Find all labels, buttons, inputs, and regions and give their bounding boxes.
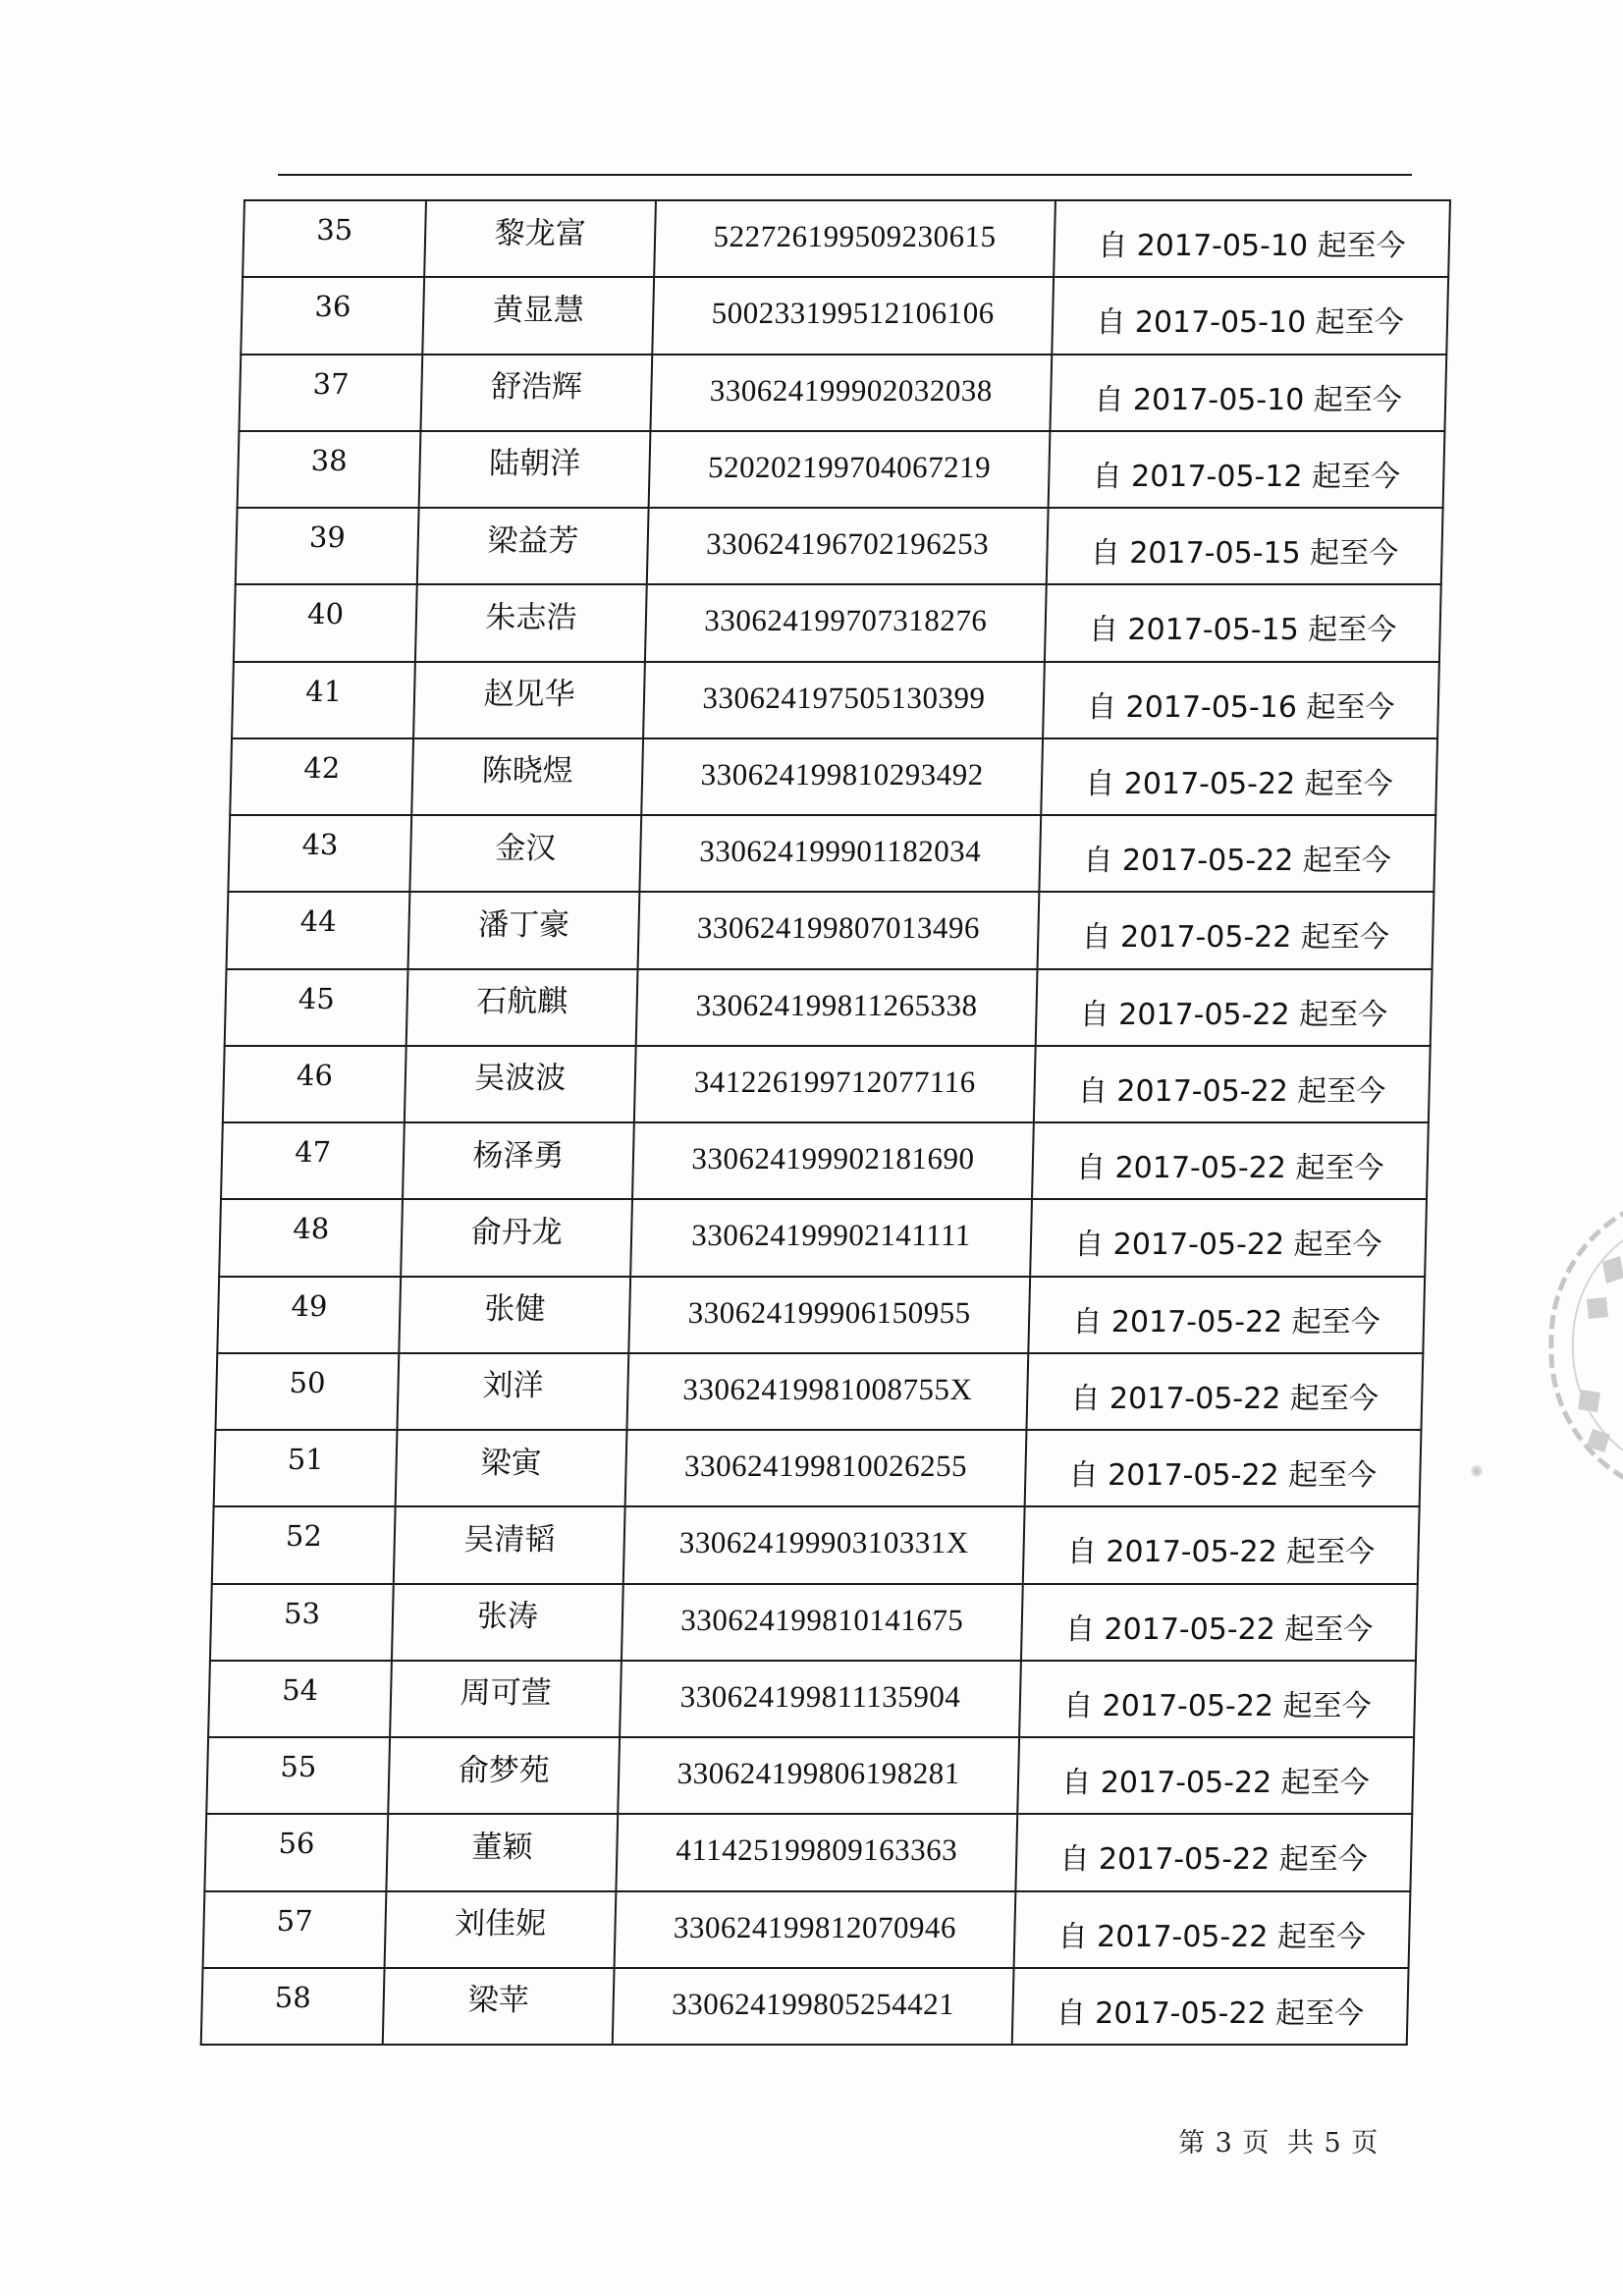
id-number-cell — [636, 969, 1038, 1046]
person-name-cell — [415, 584, 647, 661]
row-number: 50 — [289, 1365, 326, 1399]
person-name-cell — [394, 1506, 625, 1583]
employment-period-cell — [1036, 969, 1433, 1046]
employment-period-cell — [1025, 1430, 1422, 1506]
table-row — [204, 1814, 1412, 1890]
table-row — [210, 1584, 1418, 1661]
employment-period-cell — [1019, 1661, 1416, 1737]
id-number: 520202199704067219 — [707, 449, 992, 484]
page-footer — [1178, 2121, 1386, 2159]
person-name: 董颖 — [471, 1829, 533, 1865]
row-number-cell — [241, 277, 424, 354]
employment-period-cell — [1034, 1046, 1431, 1122]
employment-period: 自 2017-05-22 起至今 — [1068, 1458, 1378, 1494]
employment-period-cell — [1050, 355, 1446, 431]
row-number: 42 — [303, 750, 341, 785]
employment-period: 自 2017-05-22 起至今 — [1064, 1612, 1374, 1647]
person-name-cell — [408, 892, 640, 968]
id-number: 330624199805254421 — [671, 1986, 955, 2021]
employment-period-cell — [1038, 892, 1434, 968]
id-number: 330624199902141111 — [690, 1218, 972, 1253]
table-row — [203, 1891, 1411, 1968]
id-number-cell — [639, 815, 1041, 892]
row-number-cell — [212, 1506, 396, 1583]
id-number-cell — [647, 508, 1049, 584]
person-name: 石航麒 — [475, 984, 568, 1020]
row-number-cell — [223, 1046, 406, 1122]
employment-period-cell — [1017, 1737, 1414, 1814]
employment-period: 自 2017-05-10 起至今 — [1095, 305, 1405, 341]
id-number: 500233199512106106 — [711, 296, 996, 331]
person-name: 潘丁豪 — [477, 906, 570, 943]
employment-period-cell — [1043, 662, 1439, 738]
person-name: 杨泽勇 — [472, 1137, 565, 1174]
employment-period: 自 2017-05-22 起至今 — [1057, 1919, 1367, 1954]
employment-period-cell — [1030, 1199, 1427, 1276]
id-number: 330624199707318276 — [703, 603, 988, 638]
id-number-cell — [628, 1277, 1030, 1353]
id-number: 330624199810293492 — [700, 756, 985, 792]
employment-period: 自 2017-05-22 起至今 — [1077, 1073, 1386, 1109]
row-number: 53 — [283, 1596, 321, 1630]
row-number-cell — [219, 1199, 403, 1276]
id-number-cell — [654, 200, 1055, 277]
person-name-cell — [409, 815, 641, 892]
employment-period-cell — [1041, 738, 1437, 815]
employment-period: 自 2017-05-22 起至今 — [1062, 1688, 1372, 1723]
table-row — [217, 1277, 1425, 1353]
row-number-cell — [239, 355, 422, 431]
id-number: 330624196702196253 — [705, 526, 990, 562]
row-number: 37 — [312, 366, 350, 401]
table-row — [201, 1968, 1409, 2045]
employment-period: 自 2017-05-22 起至今 — [1084, 766, 1394, 801]
employment-period-cell — [1052, 277, 1448, 354]
id-number: 33062419981008755X — [682, 1371, 973, 1406]
id-number-cell — [643, 662, 1045, 738]
row-number: 52 — [285, 1519, 323, 1554]
id-number-cell — [638, 892, 1040, 968]
person-name: 梁寅 — [480, 1445, 543, 1481]
roster-table-body — [201, 200, 1450, 2045]
row-number: 44 — [299, 904, 338, 939]
person-name-cell — [411, 738, 643, 815]
employment-period-cell — [1021, 1584, 1418, 1661]
person-name-cell — [417, 508, 649, 584]
row-number-cell — [243, 200, 426, 277]
id-number: 411425199809163363 — [676, 1832, 958, 1868]
table-row — [239, 355, 1446, 431]
employment-period: 自 2017-05-22 起至今 — [1082, 844, 1392, 879]
person-name-cell — [413, 662, 645, 738]
employment-period-cell — [1032, 1122, 1429, 1199]
id-number-cell — [650, 355, 1052, 431]
row-number-cell — [208, 1661, 392, 1737]
id-number-cell — [630, 1199, 1032, 1276]
person-name-cell — [396, 1430, 627, 1506]
id-number: 330624199902032038 — [709, 372, 994, 408]
person-name: 张健 — [483, 1291, 546, 1328]
employment-period-cell — [1026, 1353, 1423, 1430]
table-row — [232, 662, 1439, 738]
id-number-cell — [620, 1661, 1021, 1737]
employment-period-cell — [1023, 1506, 1420, 1583]
id-number: 330624199901182034 — [699, 834, 982, 869]
row-number: 49 — [291, 1288, 328, 1323]
person-name: 梁益芳 — [486, 522, 579, 559]
person-name: 张涛 — [476, 1599, 539, 1635]
row-number-cell — [238, 431, 421, 508]
row-number: 47 — [294, 1135, 332, 1170]
employment-period: 自 2017-05-22 起至今 — [1066, 1535, 1376, 1570]
employment-period: 自 2017-05-22 起至今 — [1060, 1766, 1371, 1801]
row-number: 35 — [315, 213, 353, 247]
id-number-cell — [649, 431, 1051, 508]
person-name-cell — [419, 431, 651, 508]
row-number: 38 — [310, 443, 349, 477]
employment-period: 自 2017-05-22 起至今 — [1071, 1304, 1381, 1339]
row-number: 48 — [292, 1212, 330, 1246]
roster-table — [200, 199, 1451, 2046]
id-number: 330624199811265338 — [695, 987, 979, 1022]
row-number: 36 — [314, 290, 352, 324]
person-name-cell — [386, 1814, 618, 1890]
person-name: 刘佳妮 — [454, 1906, 547, 1942]
person-name-cell — [401, 1199, 632, 1276]
employment-period-cell — [1047, 508, 1443, 584]
row-number-cell — [201, 1968, 385, 2045]
table-row — [243, 200, 1450, 277]
table-row — [219, 1199, 1427, 1276]
person-name-cell — [383, 1968, 615, 2045]
employment-period: 自 2017-05-22 起至今 — [1075, 1151, 1384, 1186]
row-number: 55 — [280, 1750, 317, 1784]
row-number: 40 — [306, 597, 345, 631]
employment-period-cell — [1012, 1968, 1409, 2045]
person-name-cell — [397, 1353, 628, 1430]
person-name: 金汉 — [495, 830, 557, 866]
person-name-cell — [399, 1277, 630, 1353]
person-name-cell — [392, 1584, 623, 1661]
page-total: 共 5 页 — [1286, 2128, 1380, 2159]
row-number-cell — [232, 662, 415, 738]
id-number: 330624199906150955 — [687, 1294, 972, 1330]
row-number-cell — [227, 892, 410, 968]
table-row — [241, 277, 1448, 354]
id-number-cell — [622, 1584, 1023, 1661]
person-name: 周可萱 — [460, 1675, 553, 1712]
id-number: 341226199712077116 — [693, 1064, 977, 1099]
row-number-cell — [203, 1891, 387, 1968]
row-number-cell — [206, 1737, 390, 1814]
employment-period-cell — [1015, 1814, 1412, 1890]
person-name: 俞梦苑 — [458, 1752, 551, 1788]
table-row — [234, 584, 1441, 661]
id-number-cell — [652, 277, 1054, 354]
row-number-cell — [225, 969, 408, 1046]
id-number-cell — [623, 1506, 1025, 1583]
id-number-cell — [626, 1353, 1028, 1430]
row-number: 41 — [304, 674, 343, 708]
id-number: 330624199811135904 — [679, 1678, 961, 1714]
row-number: 51 — [287, 1443, 325, 1477]
id-number-cell — [634, 1046, 1036, 1122]
employment-period: 自 2017-05-10 起至今 — [1097, 229, 1406, 264]
employment-period: 自 2017-05-22 起至今 — [1059, 1842, 1369, 1878]
table-row — [215, 1353, 1423, 1430]
row-number-cell — [234, 584, 417, 661]
id-number-cell — [616, 1814, 1017, 1890]
row-number-cell — [221, 1122, 405, 1199]
table-row — [228, 815, 1435, 892]
table-row — [238, 431, 1445, 508]
row-number-cell — [204, 1814, 388, 1890]
person-name: 赵见华 — [483, 677, 576, 713]
roster-table-wrapper — [200, 199, 1441, 2046]
row-number-cell — [215, 1353, 399, 1430]
table-row — [227, 892, 1434, 968]
table-row — [212, 1506, 1420, 1583]
row-number-cell — [230, 738, 413, 815]
row-number: 54 — [281, 1672, 319, 1707]
person-name-cell — [424, 200, 656, 277]
seal-stamp-icon — [1542, 1183, 1623, 1507]
employment-period-cell — [1049, 431, 1445, 508]
id-number-cell — [613, 1968, 1014, 2045]
id-number-cell — [625, 1430, 1027, 1506]
person-name: 陈晓煜 — [481, 753, 574, 790]
row-number-cell — [214, 1430, 398, 1506]
person-name-cell — [388, 1737, 620, 1814]
page-number: 第 3 页 — [1178, 2128, 1271, 2159]
row-number: 57 — [276, 1903, 314, 1938]
row-number-cell — [217, 1277, 401, 1353]
header-rule — [278, 174, 1412, 176]
person-name-cell — [403, 1122, 634, 1199]
id-number: 330624199810141675 — [680, 1602, 964, 1637]
table-row — [223, 1046, 1431, 1122]
person-name: 吴波波 — [473, 1061, 567, 1097]
table-row — [236, 508, 1443, 584]
employment-period: 自 2017-05-15 起至今 — [1090, 536, 1399, 572]
table-row — [206, 1737, 1414, 1814]
employment-period-cell — [1014, 1891, 1411, 1968]
person-name: 陆朝洋 — [488, 446, 581, 482]
person-name: 俞丹龙 — [470, 1214, 564, 1250]
id-number: 330624199806198281 — [676, 1756, 961, 1791]
row-number: 56 — [278, 1827, 315, 1861]
id-number-cell — [641, 738, 1043, 815]
person-name: 吴清韬 — [462, 1521, 556, 1558]
employment-period-cell — [1039, 815, 1435, 892]
id-number-cell — [632, 1122, 1034, 1199]
employment-period: 自 2017-05-16 起至今 — [1086, 689, 1395, 725]
row-number: 43 — [301, 828, 339, 862]
id-number: 330624199810026255 — [683, 1449, 968, 1484]
id-number: 522726199509230615 — [713, 219, 998, 254]
employment-period: 自 2017-05-10 起至今 — [1094, 382, 1403, 417]
id-number: 330624197505130399 — [702, 680, 986, 715]
person-name: 刘洋 — [482, 1368, 544, 1404]
row-number: 46 — [296, 1058, 334, 1092]
row-number-cell — [228, 815, 411, 892]
person-name-cell — [405, 1046, 636, 1122]
table-row — [221, 1122, 1429, 1199]
id-number: 330624199812070946 — [673, 1909, 957, 1944]
person-name: 舒浩辉 — [490, 369, 583, 406]
employment-period: 自 2017-05-22 起至今 — [1073, 1228, 1383, 1263]
employment-period: 自 2017-05-22 起至今 — [1055, 1995, 1365, 2031]
row-number: 58 — [274, 1980, 312, 2014]
employment-period: 自 2017-05-12 起至今 — [1092, 459, 1401, 494]
employment-period: 自 2017-05-22 起至今 — [1081, 920, 1390, 956]
employment-period-cell — [1028, 1277, 1425, 1353]
person-name: 黎龙富 — [494, 215, 587, 251]
row-number-cell — [236, 508, 419, 584]
id-number: 330624199902181690 — [691, 1141, 975, 1176]
person-name-cell — [385, 1891, 617, 1968]
person-name: 梁苹 — [467, 1983, 530, 2019]
row-number: 39 — [308, 520, 347, 555]
person-name-cell — [406, 969, 638, 1046]
id-number: 330624199807013496 — [696, 910, 981, 946]
row-number-cell — [210, 1584, 394, 1661]
table-row — [214, 1430, 1422, 1506]
employment-period: 自 2017-05-22 起至今 — [1079, 997, 1388, 1032]
person-name: 朱志浩 — [485, 599, 577, 635]
id-number-cell — [618, 1737, 1019, 1814]
scan-dot — [1471, 1465, 1483, 1477]
id-number-cell — [615, 1891, 1016, 1968]
table-row — [208, 1661, 1416, 1737]
person-name-cell — [422, 277, 654, 354]
table-row — [225, 969, 1433, 1046]
id-number-cell — [645, 584, 1047, 661]
employment-period-cell — [1045, 584, 1441, 661]
employment-period: 自 2017-05-22 起至今 — [1070, 1381, 1380, 1416]
employment-period: 自 2017-05-15 起至今 — [1088, 613, 1397, 648]
employment-period-cell — [1054, 200, 1450, 277]
person-name-cell — [390, 1661, 622, 1737]
id-number: 33062419990310331X — [678, 1525, 970, 1560]
person-name: 黄显慧 — [492, 292, 585, 328]
table-row — [230, 738, 1437, 815]
row-number: 45 — [298, 981, 336, 1015]
person-name-cell — [420, 355, 652, 431]
